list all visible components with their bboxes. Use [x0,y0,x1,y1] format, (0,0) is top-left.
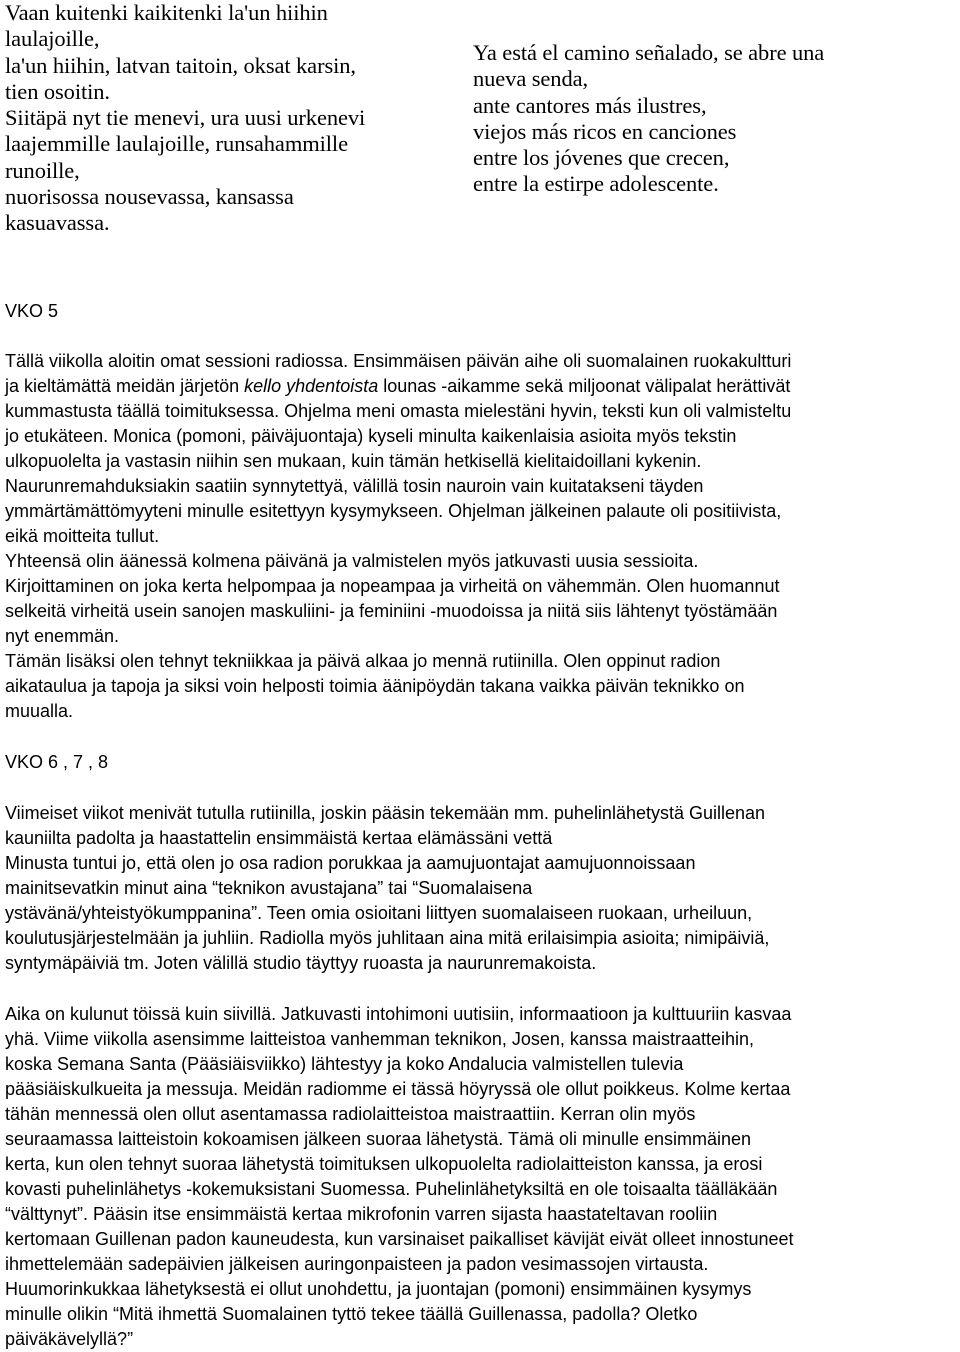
poem-line: viejos más ricos en canciones [473,118,737,144]
section-heading-vko5: VKO 5 [5,301,59,321]
poem-line: runoille, [5,157,80,183]
text-line: Viimeiset viikot menivät tutulla rutiinilla, joskin pääsin tekemään mm. puhelinlähetystä Guillenan [5,803,766,823]
text-line: Kirjoittaminen on joka kerta helpompaa ja nopeampaa ja virheitä on vähemmän. Olen huomannut [5,576,780,596]
text-line: syntymäpäiviä tm. Joten välillä studio täyttyy ruoasta ja naurunremakoista. [5,953,597,973]
text-line: kertomaan Guillenan padon kauneudesta, kun varsinaiset paikalliset kävijät eivät olleet innostuneet [5,1229,794,1249]
text-line: koulutusjärjestelmään ja juhliin. Radiolla myös juhlitaan aina mitä erilaisimpia asioita; nimipäiviä, [5,928,770,948]
poem-line: nuorisossa nousevassa, kansassa [5,184,294,210]
text-line: Huumorinkukkaa lähetyksestä ei ollut unohdettu, ja juontajan (pomoni) ensimmäinen kysymys [5,1279,752,1299]
emphasis-text: kello yhdentoista [244,376,379,396]
text-line: pääsiäiskulkueita ja messuja. Meidän radiomme ei tässä höyryssä ole ollut poikkeus. Kolme kertaa [5,1079,791,1099]
section-body-vko678-paragraph-2 [5,1002,954,1352]
text-line: Aika on kulunut töissä kuin siivillä. Jatkuvasti intohimoni uutisiin, informaatioon ja kulttuuriin kasvaa [5,1004,792,1024]
text-line: nyt enemmän. [5,626,120,646]
poem-line: tien osoitin. [5,78,110,104]
text-line: jo etukäteen. Monica (pomoni, päiväjuontaja) kyseli minulta kaikenlaisia asioita myös tekstin [5,426,737,446]
text-line: kovasti puhelinlähetys -kokemuksistani Suomessa. Puhelinlähetyksiltä en ole toisaalta täälläkään [5,1179,778,1199]
text-line [5,374,954,399]
text-fragment: lounas -aikamme sekä miljoonat välipalat herättivät [378,376,791,396]
poem-spanish [473,40,943,198]
text-line: aikataulua ja tapoja ja siksi voin helposti toimia äänipöydän takana vaikka päivän teknikko on [5,676,745,696]
poem-line: entre los jóvenes que crecen, [473,145,730,171]
text-line: mainitsevatkin minut aina “teknikon avustajana” tai “Suomalaisena [5,878,533,898]
poem-line: laulajoille, [5,26,100,52]
poem-line: Ya está el camino señalado, se abre una [473,40,825,65]
text-fragment: ja kieltämättä meidän järjetön [5,376,245,396]
text-line: ulkopuolelta ja vastasin niihin sen mukaan, kuin tämän hetkisellä kielitaidoillani kykenin. [5,451,702,471]
text-line: ystävänä/yhteistyökumppanina”. Teen omia osioitani liittyen suomalaiseen ruokaan, urheiluun, [5,903,753,923]
text-line: Yhteensä olin äänessä kolmena päivänä ja valmistelen myös jatkuvasti uusia sessioita. [5,551,699,571]
text-line: ihmettelemään sadepäivien jälkeisen auringonpaisteen ja padon vesimassojen virtausta. [5,1254,709,1274]
text-line: selkeitä virheitä usein sanojen maskuliini- ja feminiini -muodoissa ja niitä siis lähtenyt työstämään [5,601,778,621]
text-line: yhä. Viime viikolla asensimme laitteistoa vanhemman teknikon, Josen, kanssa maistraatteihin, [5,1029,755,1049]
section-body-vko5 [5,349,954,724]
text-line: eikä moitteita tullut. [5,526,160,546]
poem-line: entre la estirpe adolescente. [473,171,719,197]
poem-line: laajemmille laulajoille, runsahammille [5,131,348,157]
text-line: minulle olikin “Mitä ihmettä Suomalainen tyttö tekee täällä Guillenassa, padolla? Oletko [5,1304,698,1324]
text-line: seuraamassa laitteistoin kokoamisen jälkeen suoraa lähetystä. Tämä oli minulle ensimmäinen [5,1129,752,1149]
text-line: kerta, kun olen tehnyt suoraa lähetystä toimituksen ulkopuolelta radiolaitteiston kanssa, ja erosi [5,1154,763,1174]
text-line: kummastusta täällä toimituksessa. Ohjelma meni omasta mielestäni hyvin, teksti kun oli valmisteltu [5,401,792,421]
poem-line: ante cantores más ilustres, [473,92,707,118]
text-line: Naurunremahduksiakin saatiin synnytettyä, välillä tosin nauroin vain kuitatakseni täyden [5,476,704,496]
text-line: tähän mennessä olen ollut asentamassa radiolaitteistoa maistraattiin. Kerran olin myös [5,1104,696,1124]
text-line: Minusta tuntui jo, että olen jo osa radion porukkaa ja aamujuontajat aamujuonnoissaan [5,853,696,873]
poem-line: Siitäpä nyt tie menevi, ura uusi urkenevi [5,105,366,131]
poem-finnish [5,0,435,237]
text-line: koska Semana Santa (Pääsiäisviikko) lähtestyy ja koko Andalucia valmistellen tulevia [5,1054,684,1074]
text-line: Tämän lisäksi olen tehnyt tekniikkaa ja päivä alkaa jo mennä rutiinilla. Olen oppinut radion [5,651,721,671]
poem-line: Vaan kuitenki kaikitenki la'un hiihin [5,0,328,25]
section-body-vko678-paragraph-1 [5,801,954,976]
text-line: “välttynyt”. Pääsin itse ensimmäistä kertaa mikrofonin varren sijasta haastateltavan rooliin [5,1204,718,1224]
section-heading-vko678: VKO 6 , 7 , 8 [5,752,109,772]
text-line: ymmärtämättömyyteni minulle esitettyyn kysymykseen. Ohjelman jälkeinen palaute oli positiivista, [5,501,782,521]
poem-line: kasuavassa. [5,210,110,236]
text-line: päiväkävelyllä?” [5,1329,134,1349]
poem-line: nueva senda, [473,66,589,92]
text-line: kauniilta padolta ja haastattelin ensimmäistä kertaa elämässäni vettä [5,828,553,848]
text-line: muualla. [5,701,74,721]
poem-line: la'un hiihin, latvan taitoin, oksat karsin, [5,52,356,78]
text-line: Tällä viikolla aloitin omat sessioni radiossa. Ensimmäisen päivän aihe oli suomalainen ruokakultturi [5,351,792,371]
